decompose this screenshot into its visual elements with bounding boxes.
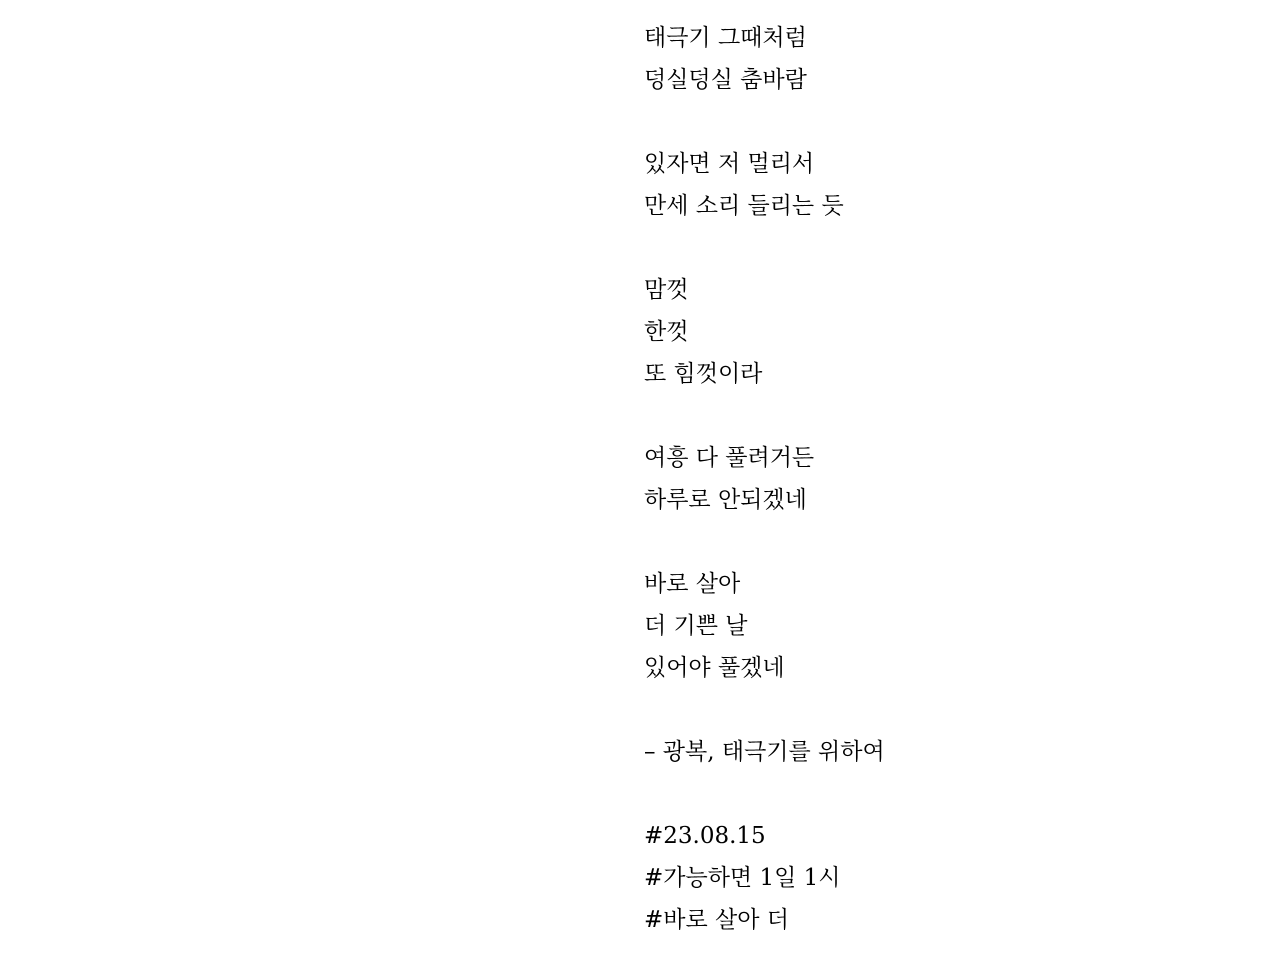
- stanza-break: [644, 101, 1244, 143]
- poem-line: 여흥 다 풀려거든: [644, 445, 815, 471]
- poem-line: 맘껏: [644, 277, 689, 303]
- poem-line: 덩실덩실 춤바람: [644, 67, 807, 93]
- hashtag: #23.08.15: [644, 823, 766, 849]
- poem-attribution: – 광복, 태극기를 위하여: [644, 739, 885, 765]
- stanza-break: [644, 227, 1244, 269]
- poem-line: 하루로 안되겠네: [644, 487, 807, 513]
- hashtag: #가능하면 1일 1시: [644, 865, 841, 891]
- stanza-break: [644, 395, 1244, 437]
- poem-line: 만세 소리 들리는 듯: [644, 193, 844, 219]
- poem-line: 있어야 풀겠네: [644, 655, 785, 681]
- stanza-break: [644, 689, 1244, 731]
- poem-line: 바로 살아: [644, 571, 741, 597]
- poem-line: 또 힘껏이라: [644, 361, 763, 387]
- hashtag: #바로 살아 더: [644, 907, 789, 933]
- poem-line: 있자면 저 멀리서: [644, 151, 815, 177]
- stanza-break: [644, 773, 1244, 815]
- poem-body: [644, 17, 1244, 941]
- poem-line: 태극기 그때처럼: [644, 25, 807, 51]
- poem-line: 한껏: [644, 319, 689, 345]
- poem-line: 더 기쁜 날: [644, 613, 748, 639]
- stanza-break: [644, 521, 1244, 563]
